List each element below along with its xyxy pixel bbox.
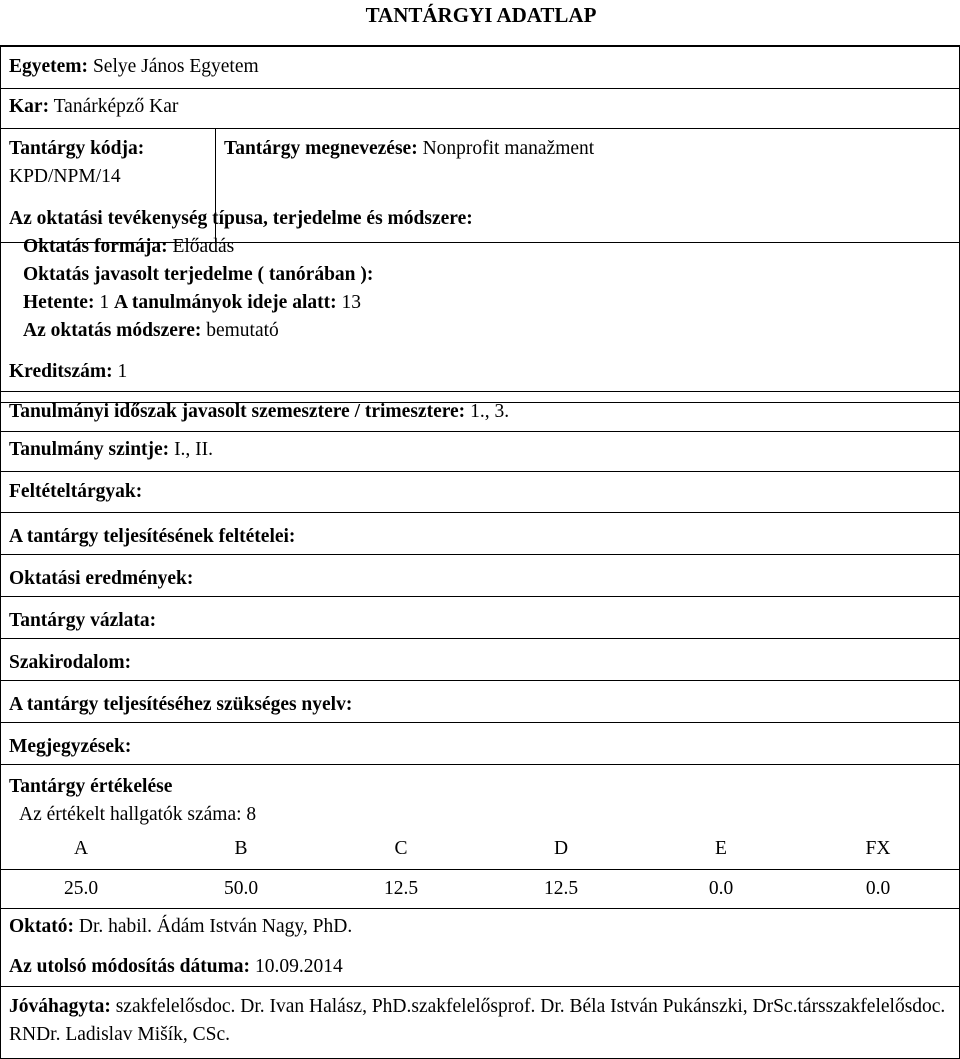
teaching-extent-label: Oktatás javasolt terjedelme ( tanórában ): <box>23 264 374 285</box>
grade-label: B <box>234 838 248 859</box>
notes-row <box>1 723 959 765</box>
teaching-heading: Az oktatási tevékenység típusa, terjedelme és módszere: <box>9 208 473 229</box>
method-value: bemutató <box>206 320 279 341</box>
faculty-label: Kar: <box>9 96 50 117</box>
semester-value: 1., 3. <box>470 401 510 422</box>
university-value: Selye János Egyetem <box>92 56 259 77</box>
credits-row <box>1 352 959 392</box>
course-code-value: KPD/NPM/14 <box>9 166 121 187</box>
grade-values-row <box>1 869 959 909</box>
grade-label: FX <box>865 838 891 859</box>
teaching-form-label: Oktatás formája: <box>23 236 168 257</box>
page-title-text: TANTÁRGYI ADATLAP <box>365 3 597 27</box>
outcomes-label: Oktatási eredmények: <box>9 568 194 589</box>
language-label: A tantárgy teljesítéséhez szükséges nyelv: <box>9 694 353 715</box>
grade-label: E <box>715 838 727 859</box>
grade-labels-row <box>1 829 959 870</box>
semester-row <box>1 392 959 432</box>
lecturer-label: Oktató: <box>9 916 74 937</box>
level-label: Tanulmány szintje: <box>9 439 170 460</box>
grade-value: 0.0 <box>708 878 734 899</box>
course-code-label: Tantárgy kódja: <box>9 138 145 159</box>
semester-label: Tanulmányi időszak javasolt szemesztere / trimesztere: <box>9 401 466 422</box>
faculty-value: Tanárképző Kar <box>53 96 179 117</box>
outline-row <box>1 597 959 639</box>
evaluation-label: Tantárgy értékelése <box>9 776 173 797</box>
notes-label: Megjegyzések: <box>9 736 132 757</box>
method-label: Az oktatás módszere: <box>23 320 202 341</box>
evaluated-count: Az értékelt hallgatók száma: 8 <box>19 804 257 825</box>
literature-label: Szakirodalom: <box>9 652 132 673</box>
faculty-row <box>1 89 959 129</box>
grade-value: 25.0 <box>63 878 99 899</box>
lecturer-row <box>1 913 959 947</box>
lecturer-value: Dr. habil. Ádám István Nagy, PhD. <box>78 916 353 937</box>
prerequisites-label: Feltételtárgyak: <box>9 481 143 502</box>
outline-label: Tantárgy vázlata: <box>9 610 157 631</box>
grade-value: 12.5 <box>383 878 419 899</box>
grade-label: A <box>73 838 89 859</box>
literature-row <box>1 639 959 681</box>
credits-value: 1 <box>117 361 128 382</box>
prerequisites-row <box>1 472 959 513</box>
total-label: A tanulmányok ideje alatt: <box>113 292 337 313</box>
grade-label: D <box>553 838 569 859</box>
level-value: I., II. <box>174 439 214 460</box>
approved-label: Jóváhagyta: <box>9 996 111 1017</box>
course-name-value: Nonprofit manažment <box>422 138 595 159</box>
level-row <box>1 432 959 472</box>
grade-distribution <box>1 829 959 909</box>
last-modified-row <box>1 947 959 987</box>
grade-label: C <box>394 838 408 859</box>
outcomes-row <box>1 555 959 597</box>
weekly-value: 1 <box>99 292 110 313</box>
teaching-form-value: Előadás <box>172 236 235 257</box>
university-label: Egyetem: <box>9 56 89 77</box>
grade-value: 50.0 <box>223 878 259 899</box>
approved-row <box>1 987 959 1055</box>
last-modified-value: 10.09.2014 <box>254 956 343 977</box>
credits-label: Kreditszám: <box>9 361 113 382</box>
approved-value: szakfelelősdoc. Dr. Ivan Halász, PhD.szakfelelősprof. Dr. Béla István Pukánszki, DrSc.társszakfelelősdoc. RNDr. Ladislav Mišík, CSc. <box>9 996 946 1045</box>
weekly-label: Hetente: <box>23 292 95 313</box>
completion-row <box>1 513 959 555</box>
grade-value: 12.5 <box>543 878 579 899</box>
course-data-sheet <box>0 45 960 1059</box>
last-modified-label: Az utolsó módosítás dátuma: <box>9 956 251 977</box>
page-title <box>0 0 960 30</box>
total-value: 13 <box>341 292 361 313</box>
university-row <box>1 47 959 89</box>
language-row <box>1 681 959 723</box>
course-name-label: Tantárgy megnevezése: <box>224 138 418 159</box>
grade-value: 0.0 <box>865 878 891 899</box>
completion-label: A tantárgy teljesítésének feltételei: <box>9 526 296 547</box>
